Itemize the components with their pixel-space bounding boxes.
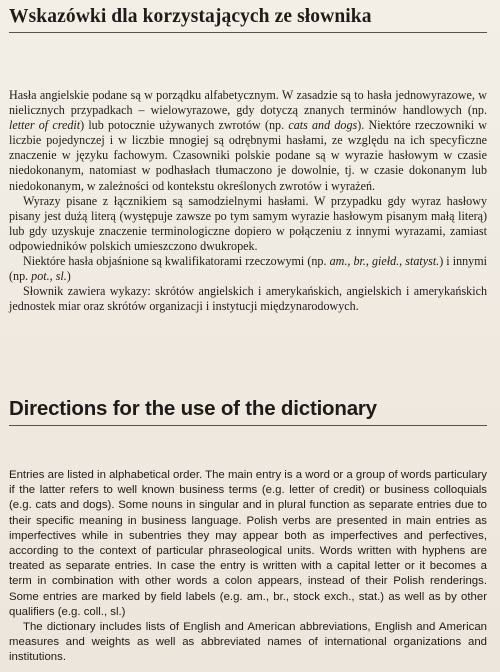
text-span: ) lub potocznie używanych zwrotów (np. bbox=[80, 118, 289, 133]
polish-body bbox=[9, 88, 487, 314]
text-span: ) bbox=[66, 269, 71, 284]
polish-paragraph-3 bbox=[9, 254, 487, 284]
english-body bbox=[9, 468, 487, 666]
text-span: Hasła angielskie podane są w porządku alfabetycznym. W zasadzie są to hasła jednowyrazowe, w nielicznych przypadkach – wielowyrazowe, gdy dotyczą znanych terminów handlowych (np. bbox=[9, 88, 487, 118]
italic-example: am., br., giełd., statyst. bbox=[329, 254, 440, 269]
title-rule bbox=[9, 425, 487, 426]
english-paragraph-1: Entries are listed in alphabetical order. The main entry is a word or a group of words particulary if the latter refers to well known business terms (e.g. letter of credit) or business colloquials (e.g. cats and dogs). Some nouns in singular and in plural function as separate entries due to their specific meaning in business language. Polish verbs are presented in main entries as imperfectives while in subentries they may appear both as imperfectives and perfectives, according to the context of particular phraseological units. Words written with hyphens are treated as separate entries. In case the entry is written with a capital letter or it becomes a term in combination with other words a colon appears, instead of their Polish renderings. Some entries are marked by field labels (e.g. am., br., stock exch., stat.) as well as by other qualifiers (e.g. coll., sl.) bbox=[9, 469, 487, 618]
italic-example: pot., sl. bbox=[31, 269, 67, 284]
text-span: Niektóre hasła objaśnione są kwalifikatorami rzeczowymi (np. bbox=[23, 254, 330, 269]
polish-section bbox=[9, 6, 487, 314]
polish-paragraph-4: Słownik zawiera wykazy: skrótów angielskich i amerykańskich, angielskich i amerykańskich jednostek miar oraz skrótów organizacji i instytucji międzynarodowych. bbox=[9, 284, 487, 314]
english-title: Directions for the use of the dictionary bbox=[9, 397, 377, 420]
title-rule bbox=[9, 32, 487, 33]
text-span: ) i innymi (np. bbox=[9, 254, 487, 284]
italic-example: cats and dogs bbox=[288, 118, 358, 133]
polish-paragraph-2: Wyrazy pisane z łącznikiem są samodzielnymi hasłami. W przypadku gdy wyraz hasłowy pisany jest dużą literą (występuje zawsze po tym samym wyrazie hasłowym pisanym małą literą) lub gdy uzyskuje znaczenie terminologiczne dopiero w połączeniu z innymi wyrazami, zamiast odpowiedników polskich umieszczono dwukropek. bbox=[9, 193, 487, 253]
english-paragraph-2: The dictionary includes lists of English and American abbreviations, English and American measures and weights as well as abbreviated names of international organizations and institutions. bbox=[9, 621, 487, 664]
polish-title: Wskazówki dla korzystających ze słownika bbox=[9, 6, 372, 27]
polish-paragraph-1 bbox=[9, 88, 487, 194]
italic-example: letter of credit bbox=[9, 118, 81, 133]
text-span: ). Niektóre rzeczowniki w liczbie pojedynczej i w liczbie mnogiej są odrębnymi hasłami, ze względu na ich specyficzne znaczenie w języku fachowym. Czasowniki polskie podane są w wyrazie hasłowym w czasie niedokonanym, natomiast w podhasłach tłumaczono je dowolnie, tj. w czasie dokonanym lub niedokonanym, w zależności od kontekstu określonych zwrotów i wyrażeń. bbox=[9, 118, 487, 193]
english-section bbox=[9, 397, 487, 666]
